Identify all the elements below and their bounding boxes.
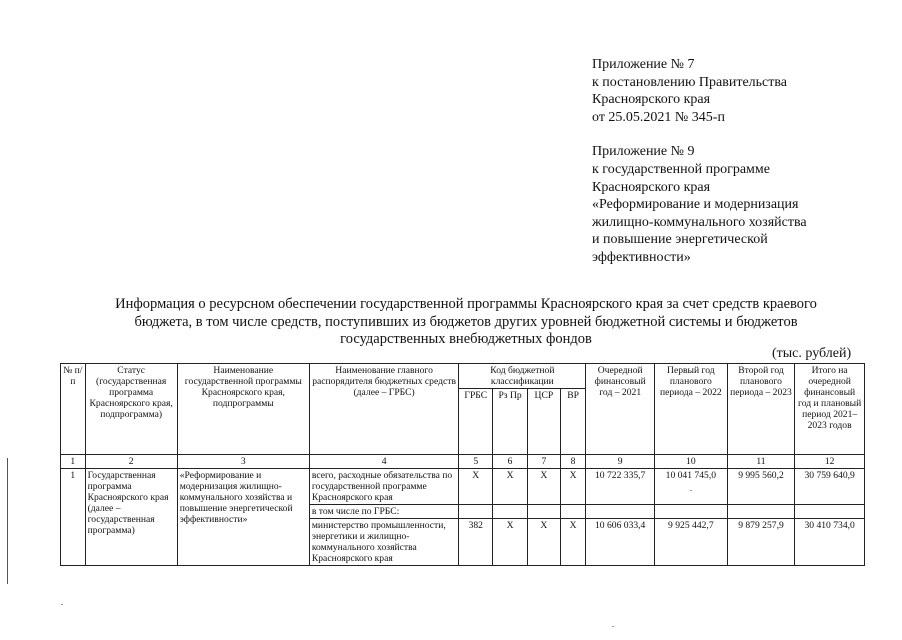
header-grbs-name: Наименование главного распорядителя бюджетных средств (далее – ГРБС): [309, 364, 459, 455]
total-rzpr: X: [493, 469, 528, 505]
appendix2-line: «Реформирование и модернизация: [592, 197, 799, 213]
header-2022: Первый год планового периода – 2022: [654, 364, 727, 455]
column-number: 7: [527, 455, 560, 469]
ministry-rzpr: X: [493, 519, 528, 566]
header-program: Наименование государственной программы Красноярского края, подпрограммы: [177, 364, 309, 455]
ministry-2021: 10 606 033,4: [586, 519, 655, 566]
header-csr: ЦСР: [527, 389, 560, 455]
column-number: 8: [560, 455, 586, 469]
resource-table: [60, 363, 865, 566]
appendix2-line: Приложение № 9: [592, 144, 695, 160]
title-line: Информация о ресурсном обеспечении государственной программы Красноярского края за счет средств краевого: [115, 296, 817, 312]
column-number: 6: [493, 455, 528, 469]
column-number: 9: [586, 455, 655, 469]
total-vr: X: [560, 469, 586, 505]
ministry-sum: 30 410 734,0: [795, 519, 865, 566]
header-vr: ВР: [560, 389, 586, 455]
ministry-label: министерство промышленности, энергетики и жилищно-коммунального хозяйства Красноярского края: [309, 519, 459, 566]
header-rzpr: Рз Пр: [493, 389, 528, 455]
total-label: всего, расходные обязательства по государственной программе Красноярского края: [309, 469, 459, 505]
appendix2-line: к государственной программе: [592, 161, 770, 177]
column-number: 1: [61, 455, 86, 469]
row-status: Государственная программа Красноярского края (далее – государственная программа): [85, 469, 177, 566]
scan-margin-line: [7, 458, 8, 584]
column-number-row: [61, 455, 865, 469]
ministry-2022: 9 925 442,7: [654, 519, 727, 566]
total-csr: X: [527, 469, 560, 505]
header-budget-code: Код бюджетной классификации: [459, 364, 586, 389]
appendix2-line: и повышение энергетической: [592, 232, 768, 248]
title-line: государственных внебюджетных фондов: [340, 331, 592, 348]
header-2023: Второй год планового периода – 2023: [727, 364, 795, 455]
units-label: (тыс. рублей): [772, 346, 852, 361]
appendix2-line: эффективности»: [592, 249, 691, 265]
table-row-total: [61, 469, 865, 505]
scan-speck: [612, 626, 614, 627]
scan-speck: [690, 490, 692, 491]
column-number: 5: [459, 455, 493, 469]
column-number: 10: [654, 455, 727, 469]
column-number: 3: [177, 455, 309, 469]
appendix2-line: жилищно-коммунального хозяйства: [592, 214, 807, 230]
scan-speck: [61, 604, 63, 605]
header-num: № п/п: [61, 364, 86, 455]
header-status: Статус (государственная программа Красноярского края, подпрограмма): [85, 364, 177, 455]
column-number: 4: [309, 455, 459, 469]
ministry-csr: X: [527, 519, 560, 566]
appendix-line: Приложение № 7: [592, 57, 695, 72]
total-2022: 10 041 745,0: [654, 469, 727, 505]
column-number: 11: [727, 455, 795, 469]
appendix-line: Красноярского края: [592, 92, 711, 108]
ministry-2023: 9 879 257,9: [727, 519, 795, 566]
total-2021: 10 722 335,7: [586, 469, 655, 505]
column-number: 2: [85, 455, 177, 469]
appendix-line: к постановлению Правительства: [592, 74, 788, 90]
document-title: [80, 296, 852, 349]
total-sum: 30 759 640,9: [795, 469, 865, 505]
total-grbs: X: [459, 469, 493, 505]
row-num: 1: [61, 469, 86, 566]
header-grbs: ГРБС: [459, 389, 493, 455]
appendix2-line: Красноярского края: [592, 179, 711, 195]
title-line: бюджета, в том числе средств, поступивших из бюджетов других уровней бюджетной системы и бюджетов: [134, 313, 798, 330]
header-2021: Очередной финансовый год – 2021: [586, 364, 655, 455]
ministry-vr: X: [560, 519, 586, 566]
row-program-name: «Реформирование и модернизация жилищно-коммунального хозяйства и повышение энергетической эффективности»: [177, 469, 309, 566]
total-2023: 9 995 560,2: [727, 469, 795, 505]
table-header-row: [61, 364, 865, 389]
incl-label: в том числе по ГРБС:: [309, 505, 459, 519]
header-total: Итого на очередной финансовый год и плановый период 2021–2023 годов: [795, 364, 865, 455]
appendix-header: [592, 56, 882, 267]
column-number: 12: [795, 455, 865, 469]
ministry-grbs: 382: [459, 519, 493, 566]
appendix-line: от 25.05.2021 № 345-п: [592, 109, 725, 125]
